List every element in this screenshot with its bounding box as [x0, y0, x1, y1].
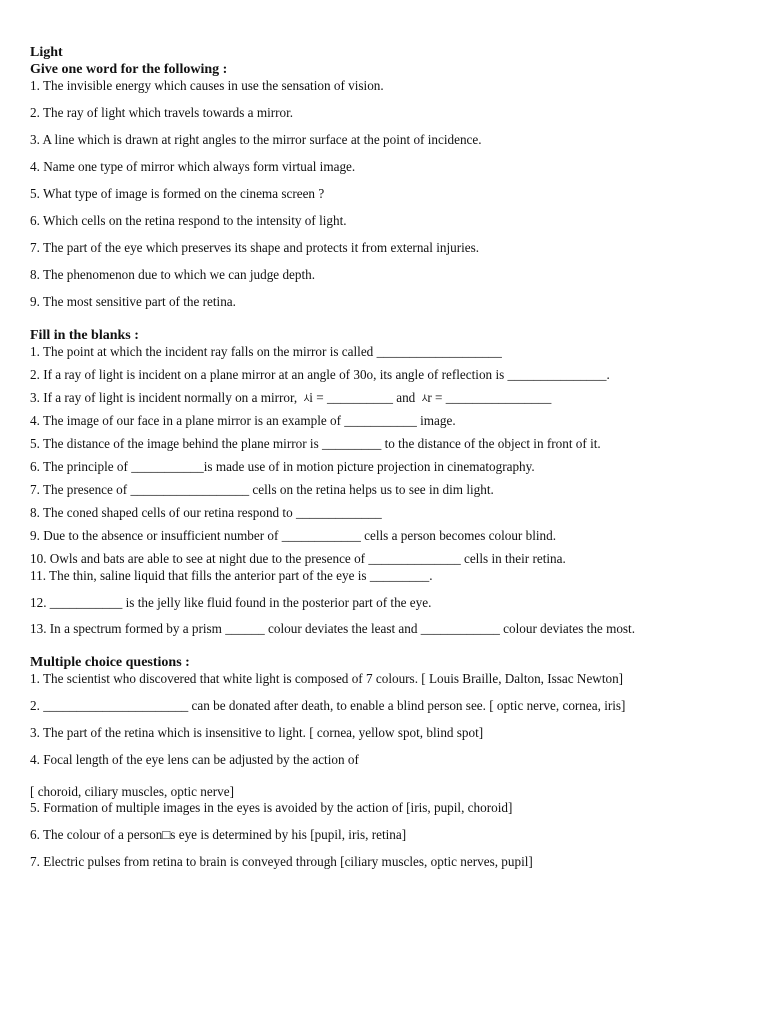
question-item: 6. Which cells on the retina respond to the intensity of light. — [30, 213, 347, 228]
blank-item: 11. The thin, saline liquid that fills the anterior part of the eye is _________. — [30, 568, 433, 583]
question-item: 4. Name one type of mirror which always form virtual image. — [30, 159, 356, 174]
angle-symbol: ⅄ — [421, 393, 428, 403]
blank-item: 4. The image of our face in a plane mirror is an example of ___________ image. — [30, 413, 456, 428]
blank-item: 12. ___________ is the jelly like fluid found in the posterior part of the eye. — [30, 595, 432, 610]
question-item: 5. What type of image is formed on the cinema screen ? — [30, 186, 325, 201]
angle-symbol: ⅄ — [303, 393, 310, 403]
question-item: 2. The ray of light which travels towards a mirror. — [30, 105, 294, 120]
mcq-item: 4. Focal length of the eye lens can be adjusted by the action of — [30, 752, 359, 767]
mcq-item: 3. The part of the retina which is insensitive to light. [ cornea, yellow spot, blind spot] — [30, 725, 484, 740]
question-item: 7. The part of the eye which preserves its shape and protects it from external injuries. — [30, 240, 480, 255]
mcq-options: [ choroid, ciliary muscles, optic nerve] — [30, 784, 234, 799]
question-item: 3. A line which is drawn at right angles to the mirror surface at the point of incidence. — [30, 132, 482, 147]
page-title: Light — [30, 45, 63, 60]
blank-item — [30, 390, 750, 406]
blank-item: 10. Owls and bats are able to see at night due to the presence of ______________ cells in their retina. — [30, 551, 566, 566]
blank-item: 2. If a ray of light is incident on a plane mirror at an angle of 30o, its angle of reflection is _______________. — [30, 367, 610, 382]
blank-item: 1. The point at which the incident ray falls on the mirror is called ___________________ — [30, 344, 502, 359]
blank-item-angle-r: r = ________________ — [427, 390, 552, 405]
question-item: 9. The most sensitive part of the retina. — [30, 294, 236, 309]
blank-item-prefix: 3. If a ray of light is incident normally on a mirror, — [30, 390, 298, 405]
blank-item: 5. The distance of the image behind the plane mirror is _________ to the distance of the object in front of it. — [30, 436, 601, 451]
blank-item: 9. Due to the absence or insufficient number of ____________ cells a person becomes colour blind. — [30, 528, 557, 543]
mcq-item: 1. The scientist who discovered that white light is composed of 7 colours. [ Louis Braille, Dalton, Issac Newton] — [30, 671, 624, 686]
blank-item: 7. The presence of __________________ cells on the retina helps us to see in dim light. — [30, 482, 494, 497]
worksheet — [30, 44, 750, 870]
blank-item: 13. In a spectrum formed by a prism ______ colour deviates the least and ____________ colour deviates the most. — [30, 621, 636, 636]
mcq-item: 7. Electric pulses from retina to brain is conveyed through [ciliary muscles, optic nerves, pupil] — [30, 854, 533, 869]
mcq-item: 2. ______________________ can be donated after death, to enable a blind person see. [ optic nerve, cornea, iris] — [30, 698, 626, 713]
question-item: 8. The phenomenon due to which we can judge depth. — [30, 267, 316, 282]
section-heading-fill-blanks: Fill in the blanks : — [30, 328, 139, 343]
mcq-item: 5. Formation of multiple images in the eyes is avoided by the action of [iris, pupil, choroid] — [30, 800, 513, 815]
blank-item: 8. The coned shaped cells of our retina respond to _____________ — [30, 505, 382, 520]
mcq-item: 6. The colour of a person□s eye is determined by his [pupil, iris, retina] — [30, 827, 407, 842]
section-heading-one-word: Give one word for the following : — [30, 62, 228, 77]
blank-item: 6. The principle of ___________is made use of in motion picture projection in cinematography. — [30, 459, 535, 474]
blank-item-angle-i: i = __________ and — [309, 390, 416, 405]
question-item: 1. The invisible energy which causes in use the sensation of vision. — [30, 78, 384, 93]
section-heading-multiple-choice: Multiple choice questions : — [30, 655, 190, 670]
